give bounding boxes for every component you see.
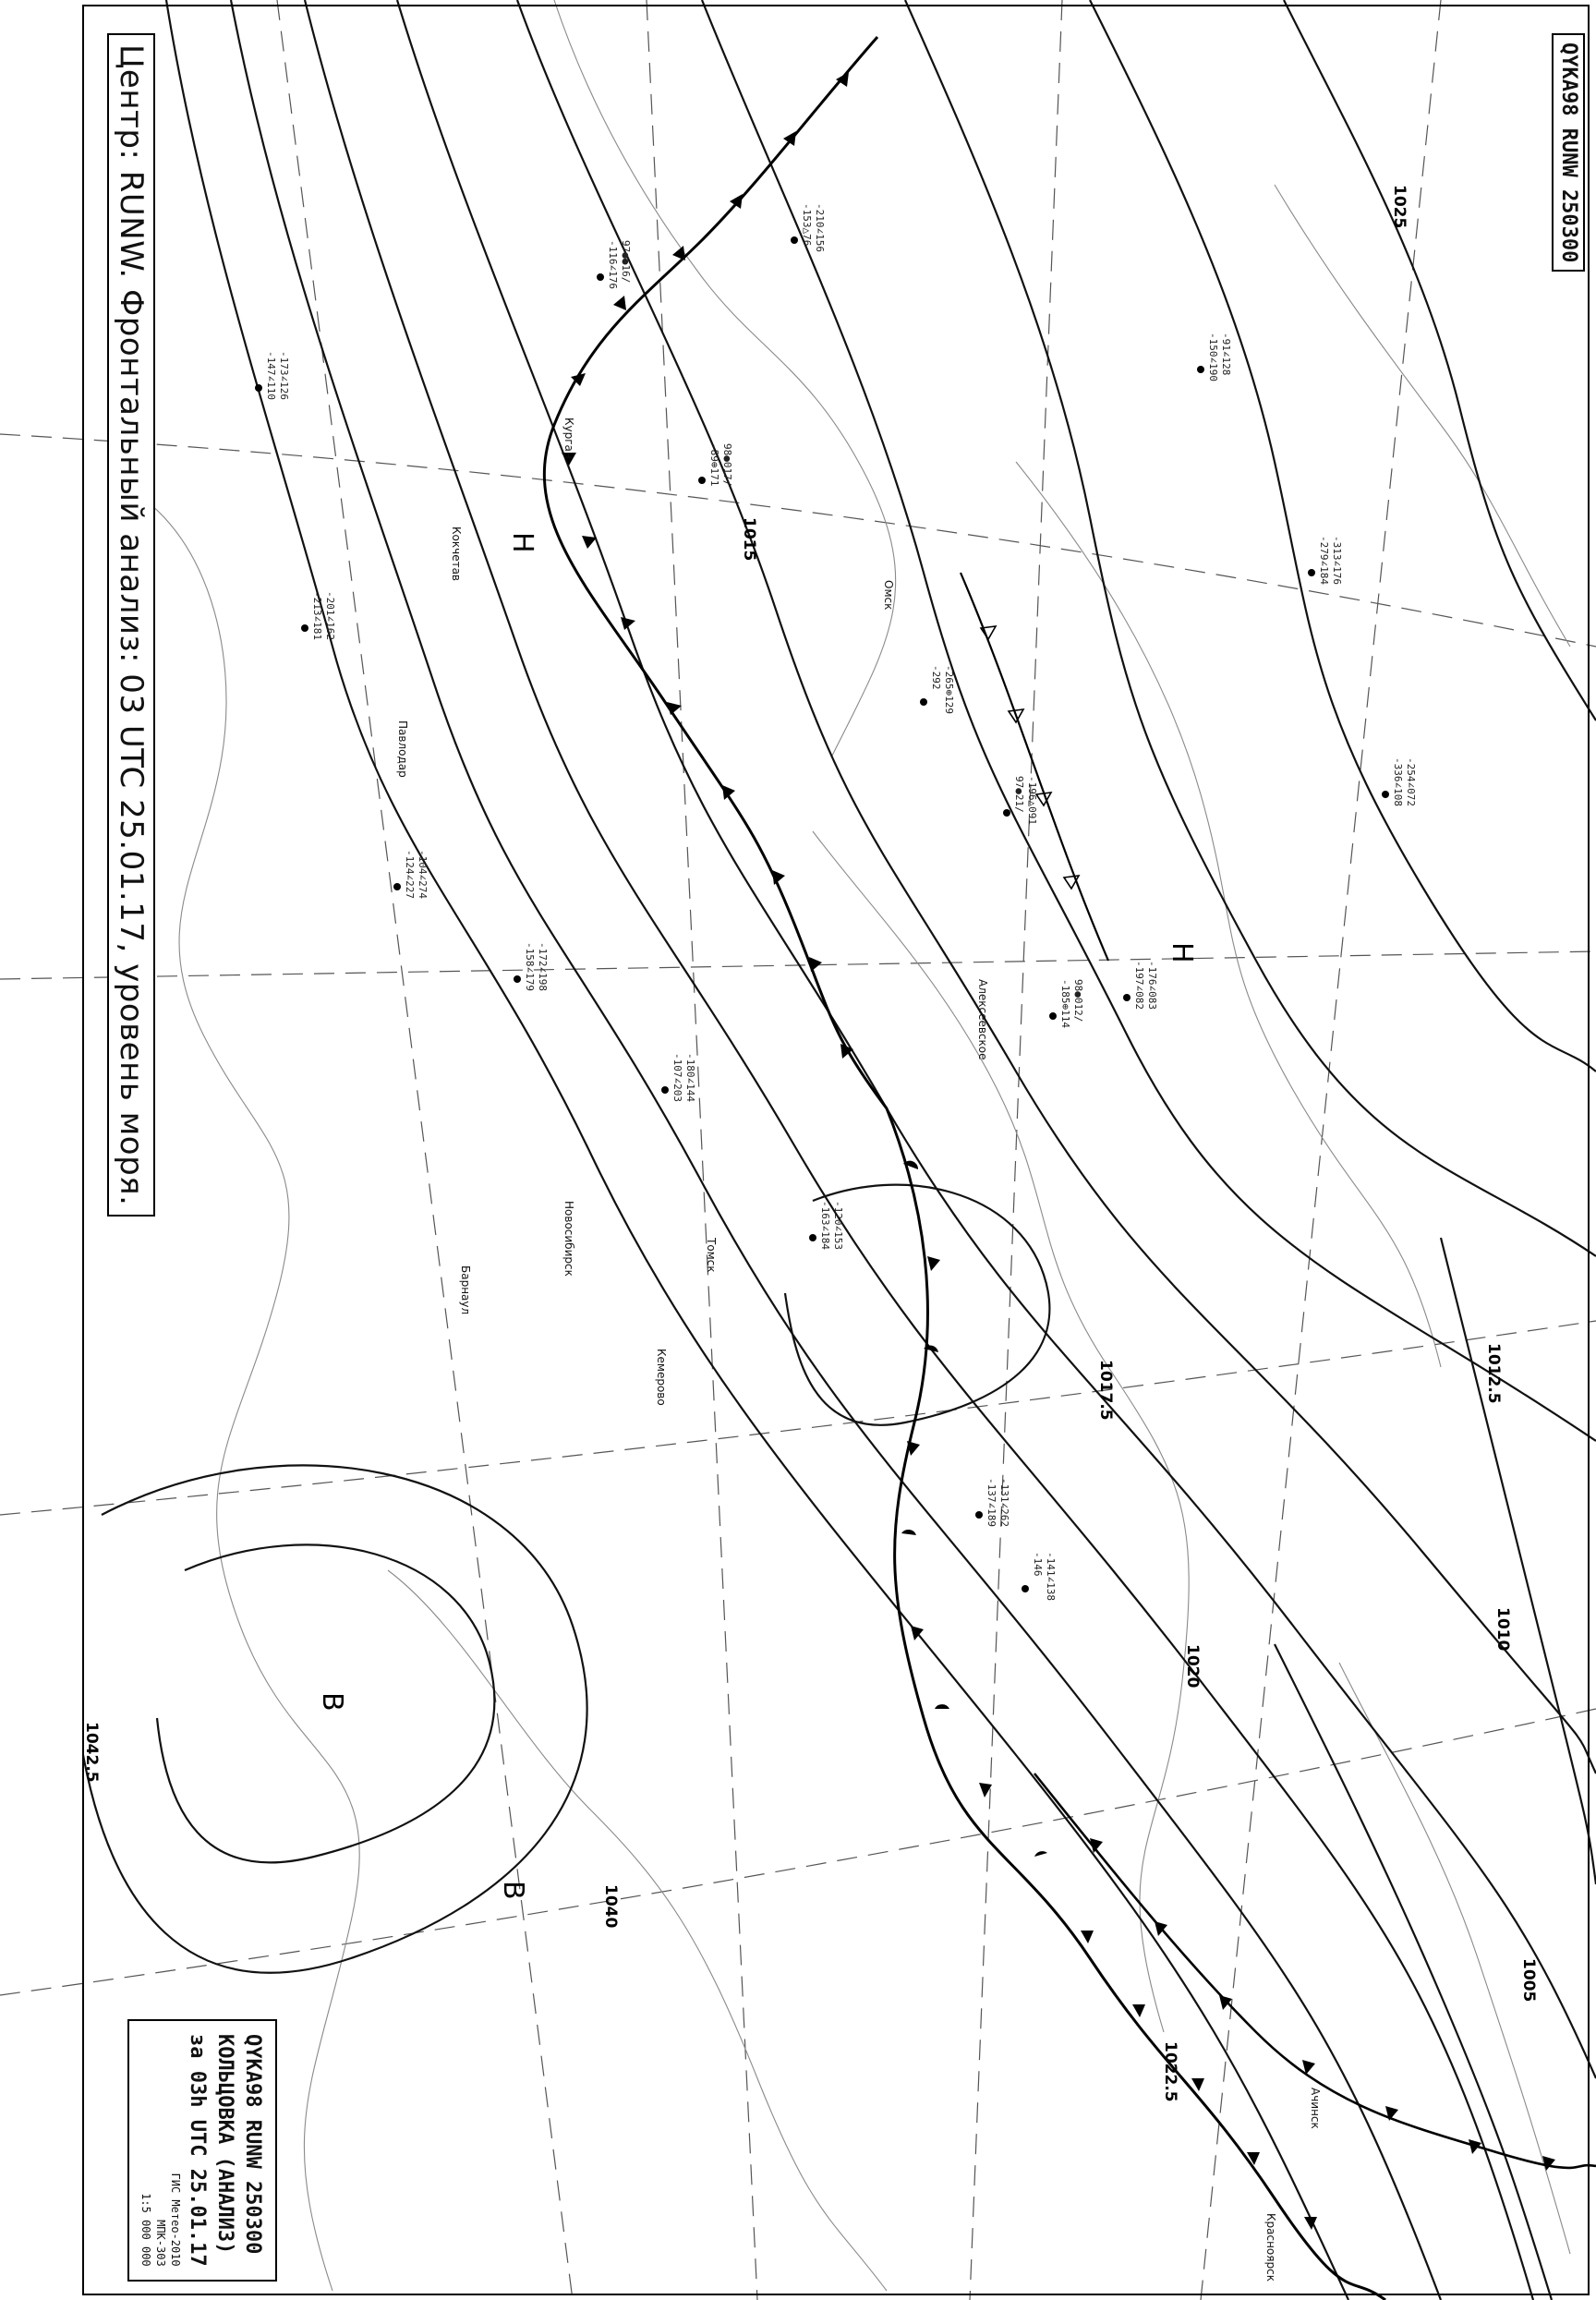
svg-text:-292: -292 [930, 665, 942, 690]
city-label: Омск [882, 580, 895, 611]
isobar-label: 1012.5 [1484, 1343, 1503, 1404]
isobar-label: 1015 [740, 517, 758, 562]
svg-text:-147∠110: -147∠110 [265, 351, 277, 400]
city-label: Новосибирск [562, 1201, 575, 1277]
legend-product: КОЛЬЦОВКА (АНАЛИЗ) [213, 2034, 236, 2255]
legend-valid-time: за 03h UTC 25.01.17 [186, 2034, 209, 2267]
svg-text:-163∠184: -163∠184 [819, 1201, 831, 1250]
legend-scale: 1:5 000 000 [139, 2193, 152, 2267]
isobar-label: 1010 [1493, 1607, 1512, 1652]
svg-text:-153△76: -153△76 [801, 203, 813, 247]
bulletin-code: QYKA98 RUNW 250300 [1552, 33, 1585, 272]
isobar-label: 1017.5 [1096, 1360, 1115, 1421]
svg-text:-150∠190: -150∠190 [1207, 333, 1219, 381]
svg-text:-91∠128: -91∠128 [1220, 333, 1232, 376]
svg-text:-173∠126: -173∠126 [278, 351, 290, 400]
legend-box [127, 2019, 277, 2282]
legend-system: МПК-303 [154, 2220, 167, 2267]
city-label: Ачинск [1309, 2088, 1322, 2129]
page-title: Центр: RUNW. Фронтальный анализ: 03 UTC 25.01.17, уровень моря. [107, 33, 155, 1217]
svg-text:-180∠144: -180∠144 [684, 1053, 696, 1102]
svg-text:-131∠262: -131∠262 [998, 1478, 1010, 1527]
isobar-label: 1042.5 [82, 1722, 101, 1783]
svg-text:-213∠181: -213∠181 [311, 591, 323, 640]
svg-text:-120∠153: -120∠153 [832, 1201, 844, 1250]
legend-code: QYKA98 RUNW 250300 [241, 2034, 264, 2255]
svg-text:-336∠108: -336∠108 [1392, 757, 1404, 806]
high-center-mark: В [497, 1881, 529, 1900]
svg-text:-146: -146 [1032, 1552, 1044, 1577]
city-label: Алексеевское [976, 979, 989, 1060]
city-label: Томск [705, 1238, 718, 1273]
svg-text:-107∠203: -107∠203 [671, 1053, 683, 1102]
svg-text:97●21/: 97●21/ [1013, 776, 1025, 813]
city-label: Барнаул [459, 1265, 472, 1315]
svg-text:-185⊕114: -185⊕114 [1059, 979, 1071, 1028]
svg-text:-104∠274: -104∠274 [417, 850, 429, 899]
svg-text:97●●16/: 97●●16/ [620, 240, 632, 284]
city-label: Курган [562, 418, 575, 459]
isobar-label: 1005 [1519, 1958, 1538, 2003]
svg-text:-313∠176: -313∠176 [1331, 536, 1343, 585]
svg-text:98●012/: 98●012/ [1072, 979, 1084, 1023]
high-center-mark: В [316, 1692, 348, 1712]
low-center-mark: Н [506, 532, 538, 553]
svg-text:-124∠227: -124∠227 [404, 850, 416, 899]
svg-text:-197∠082: -197∠082 [1133, 961, 1145, 1010]
svg-text:-279∠184: -279∠184 [1318, 536, 1330, 585]
svg-text:-265⊕129: -265⊕129 [943, 665, 955, 714]
svg-text:-210∠156: -210∠156 [814, 203, 826, 252]
svg-text:-176∠083: -176∠083 [1146, 961, 1158, 1010]
svg-text:98●017/: 98●017/ [721, 443, 733, 487]
city-label: Красноярск [1264, 2213, 1277, 2282]
svg-text:-158∠179: -158∠179 [524, 942, 536, 991]
svg-text:-116∠176: -116∠176 [607, 240, 619, 289]
svg-text:-172∠198: -172∠198 [537, 942, 549, 991]
svg-text:-196△091: -196△091 [1026, 776, 1038, 825]
isobar-label: 1040 [601, 1884, 620, 1929]
isobar-label: 1025 [1390, 185, 1409, 229]
svg-text:-201∠162: -201∠162 [324, 591, 336, 640]
city-label: Кемерово [655, 1349, 668, 1406]
isobar-label: 1022.5 [1161, 2041, 1179, 2102]
city-label: Кокчетав [450, 527, 463, 581]
legend-software: ГИС Метео-2010 [169, 2173, 182, 2267]
svg-text:-141∠138: -141∠138 [1045, 1552, 1057, 1601]
svg-text:-89⊕171: -89⊕171 [708, 443, 720, 487]
isobar-label: 1020 [1183, 1644, 1202, 1689]
low-center-mark: Н [1166, 942, 1198, 963]
svg-text:-254∠072: -254∠072 [1405, 757, 1417, 806]
city-label: Павлодар [396, 720, 409, 778]
svg-text:-137∠189: -137∠189 [985, 1478, 998, 1527]
